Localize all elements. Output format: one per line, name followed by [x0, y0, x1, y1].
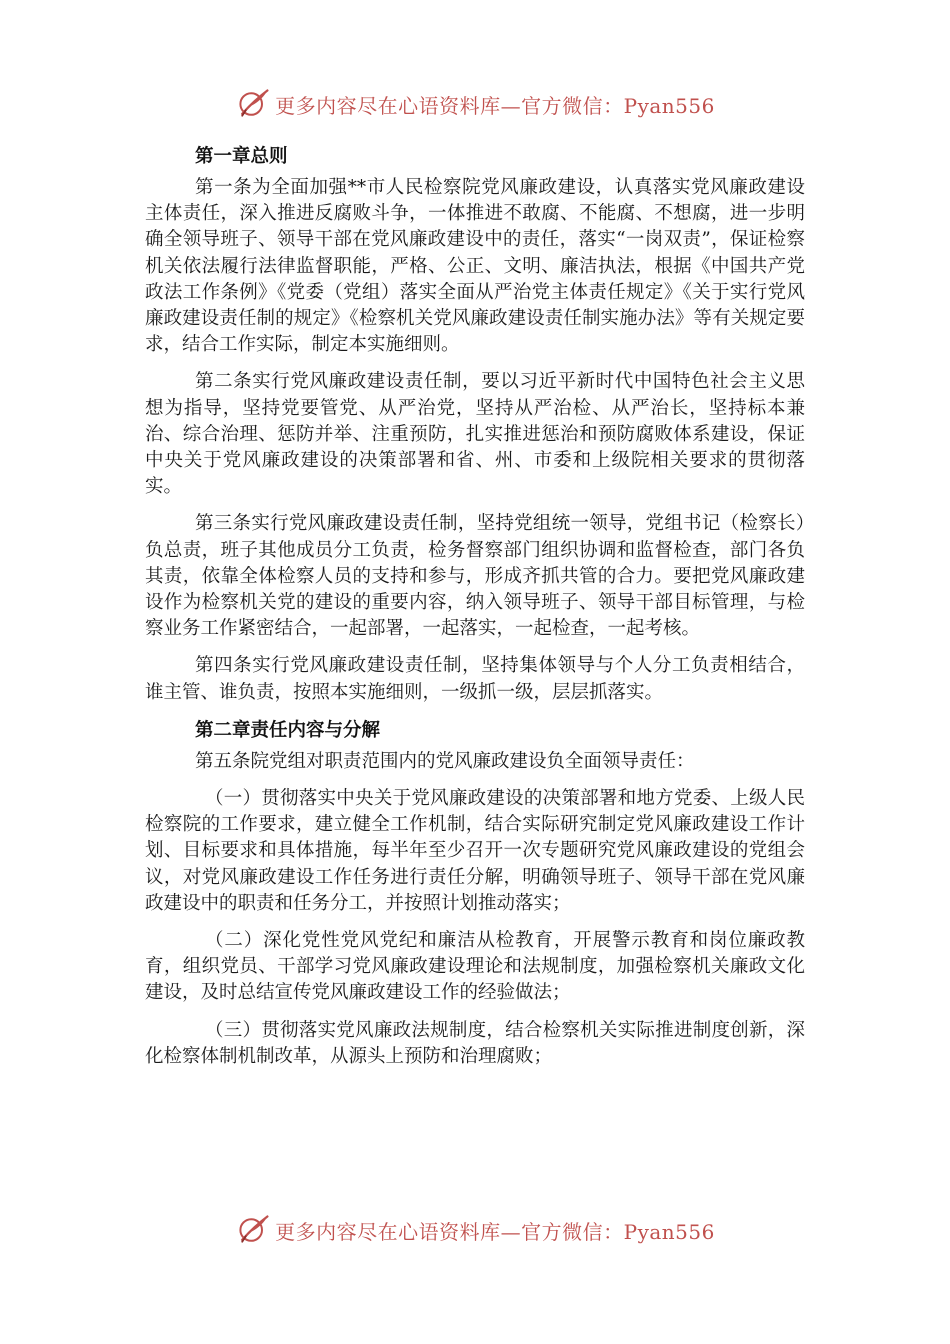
- watermark-banner-bottom: [0, 1210, 950, 1250]
- article-5: 第五条院党组对职责范围内的党风廉政建设负全面领导责任：: [195, 750, 695, 772]
- feather-pen-logo-icon: [235, 1212, 271, 1248]
- article-2: 第二条实行党风廉政建设责任制，要以习近平新时代中国特色社会主义思想为指导，坚持党要管党、从严治党，坚持从严治检、从严治长，坚持标本兼治、综合治理、惩防并举、注重预防，扎实推进惩治和预防腐败体系建设，保证中央关于党风廉政建设的决策部署和省、州、市委和上级院相关要求的贯彻落实。: [145, 371, 805, 498]
- article-1: 第一条为全面加强**市人民检察院党风廉政建设，认真落实党风廉政建设主体责任，深入推进反腐败斗争，一体推进不敢腐、不能腐、不想腐，进一步明确全领导班子、领导干部在党风廉政建设中的责任，落实“一岗双责”，保证检察机关依法履行法律监督职能，严格、公正、文明、廉洁执法，根据《中国共产党政法工作条例》《党委（党组）落实全面从严治党主体责任规定》《关于实行党风廉政建设责任制的规定》《检察机关党风廉政建设责任制实施办法》等有关规定要求，结合工作实际，制定本实施细则。: [145, 177, 805, 356]
- watermark-text: 更多内容尽在心语资料库—官方微信：Pyan556: [275, 93, 715, 118]
- chapter-2-heading: 第二章责任内容与分解: [195, 719, 381, 741]
- article-5-item-1: （一）贯彻落实中央关于党风廉政建设的决策部署和地方党委、上级人民检察院的工作要求，建立健全工作机制，结合实际研究制定党风廉政建设工作计划、目标要求和具体措施，每半年至少召开一次专题研究党风廉政建设的党组会议，对党风廉政建设工作任务进行责任分解，明确领导班子、领导干部在党风廉政建设中的职责和任务分工，并按照计划推动落实；: [145, 788, 805, 914]
- article-5-item-2: （二）深化党性党风党纪和廉洁从检教育，开展警示教育和岗位廉政教育，组织党员、干部学习党风廉政建设理论和法规制度，加强检察机关廉政文化建设，及时总结宣传党风廉政建设工作的经验做法；: [145, 930, 805, 1004]
- article-3: 第三条实行党风廉政建设责任制，坚持党组统一领导，党组书记（检察长）负总责，班子其他成员分工负责，检务督察部门组织协调和监督检查，部门各负其责，依靠全体检察人员的支持和参与，形成齐抓共管的合力。要把党风廉政建设作为检察机关党的建设的重要内容，纳入领导班子、领导干部目标管理，与检察业务工作紧密结合，一起部署，一起落实，一起检查，一起考核。: [145, 513, 805, 640]
- chapter-1-heading: 第一章总则: [195, 146, 288, 167]
- article-5-item-3: （三）贯彻落实党风廉政法规制度，结合检察机关实际推进制度创新，深化检察体制机制改革，从源头上预防和治理腐败；: [145, 1019, 805, 1067]
- feather-pen-logo-icon: [235, 86, 271, 122]
- document-body: [145, 143, 805, 1081]
- article-4: 第四条实行党风廉政建设责任制，坚持集体领导与个人分工负责相结合，谁主管、谁负责，按照本实施细则，一级抓一级，层层抓落实。: [145, 655, 805, 703]
- watermark-text: 更多内容尽在心语资料库—官方微信：Pyan556: [275, 1219, 715, 1244]
- watermark-banner-top: [0, 84, 950, 124]
